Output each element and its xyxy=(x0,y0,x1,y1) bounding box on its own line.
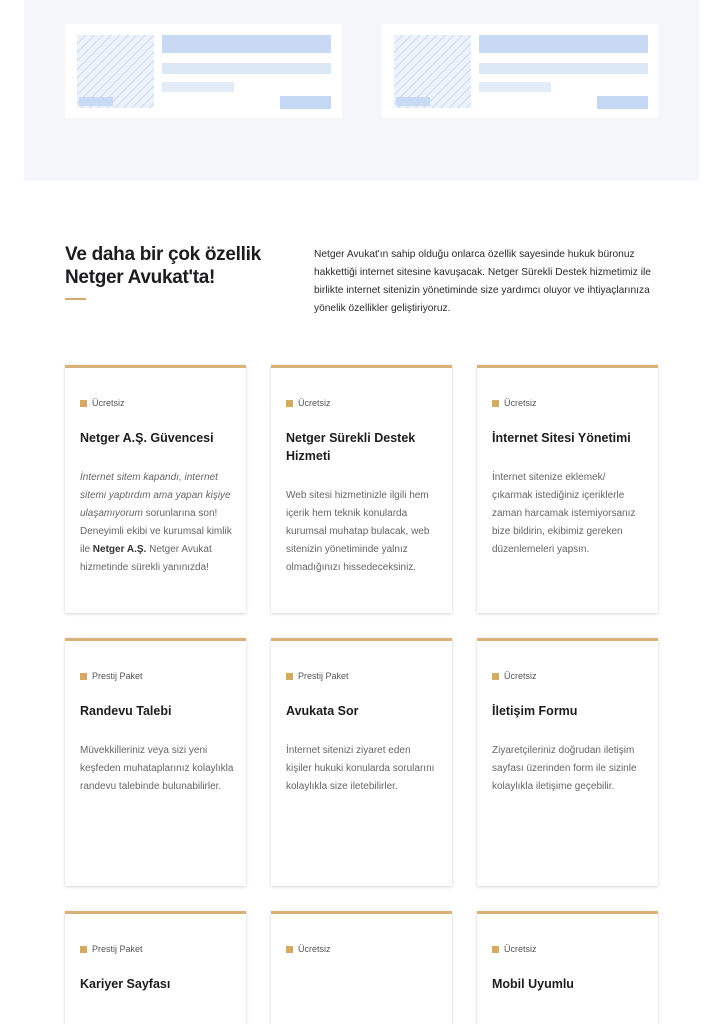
feature-badge xyxy=(492,397,537,409)
section-title: Ve daha bir çok özellik Netger Avukat'ta! xyxy=(65,244,261,288)
feature-card-destek xyxy=(271,365,452,613)
feature-title: İnternet Sitesi Yönetimi xyxy=(492,431,631,445)
feature-badge xyxy=(286,670,349,682)
feature-card-guvence xyxy=(65,365,246,613)
feature-description: İnternet sitenizi ziyaret eden kişiler hukuki konularda sorularını kolaylıkla size iletebilirler. xyxy=(286,745,435,792)
badge-label: Ücretsiz xyxy=(504,944,537,954)
feature-badge xyxy=(286,397,331,409)
title-accent-divider xyxy=(65,298,86,300)
feature-badge xyxy=(286,943,331,955)
mockup-title-line xyxy=(479,35,648,53)
feature-badge xyxy=(492,943,537,955)
mockup-card-right xyxy=(382,24,658,118)
feature-title: İletişim Formu xyxy=(492,704,578,718)
mockup-button-placeholder xyxy=(280,96,331,109)
feature-description: Web sitesi hizmetinizle ilgili hem içerik hem teknik konularda kurumsal muhatap bulacak, web sitenizin yönetiminde yalnız olmadığınızı hissedeceksiniz. xyxy=(286,490,430,573)
badge-label: Prestij Paket xyxy=(92,671,143,681)
mockup-thumb-caption xyxy=(79,97,113,106)
badge-label: Prestij Paket xyxy=(92,944,143,954)
feature-description: İnternet sitenize eklemek/çıkarmak istediğiniz içeriklerle zaman harcamak istemiyorsanız bize bildirin, ekibimiz gereken düzenlemeleri yapsın. xyxy=(492,472,636,555)
feature-badge xyxy=(492,670,537,682)
feature-title: Netger Sürekli Destek Hizmeti xyxy=(286,431,416,463)
badge-square-icon xyxy=(80,673,87,680)
feature-description: Müvekkilleriniz veya sizi yeni keşfeden muhataplarınız kolaylıkla randevu talebinde bulunabilirler. xyxy=(80,745,234,792)
feature-card-yonetim xyxy=(477,365,658,613)
feature-card-kariyer xyxy=(65,911,246,1024)
feature-badge xyxy=(80,397,125,409)
badge-square-icon xyxy=(286,673,293,680)
badge-label: Ücretsiz xyxy=(298,398,331,408)
badge-label: Ücretsiz xyxy=(504,398,537,408)
badge-square-icon xyxy=(80,946,87,953)
badge-square-icon xyxy=(80,400,87,407)
badge-square-icon xyxy=(492,673,499,680)
feature-description: Ziyaretçileriniz doğrudan iletişim sayfası üzerinden form ile sizinle kolaylıkla iletişime geçebilir. xyxy=(492,745,637,792)
feature-title: Avukata Sor xyxy=(286,704,359,718)
badge-label: Ücretsiz xyxy=(504,671,537,681)
mockup-text-line xyxy=(162,63,331,74)
mockup-card-left xyxy=(65,24,342,118)
feature-card-iletisim xyxy=(477,638,658,886)
feature-card-avukata-sor xyxy=(271,638,452,886)
badge-label: Ücretsiz xyxy=(92,398,125,408)
description-text: sorunlarına son! Deneyimli ekibi ve kurumsal kimlik ile xyxy=(80,508,232,555)
feature-card-mobil xyxy=(477,911,658,1024)
description-bold: Netger A.Ş. xyxy=(92,544,147,555)
description-text-end: Netger Avukat hizmetinde sürekli yanınızda! xyxy=(80,544,212,573)
mockup-image-placeholder xyxy=(77,35,154,108)
mockup-text-line xyxy=(479,63,648,74)
badge-square-icon xyxy=(286,946,293,953)
badge-square-icon xyxy=(492,946,499,953)
feature-card-middle xyxy=(271,911,452,1024)
feature-title: Mobil Uyumlu xyxy=(492,977,574,991)
mockup-text-line-short xyxy=(479,82,551,92)
feature-card-randevu xyxy=(65,638,246,886)
feature-description xyxy=(80,469,235,577)
badge-square-icon xyxy=(286,400,293,407)
badge-label: Prestij Paket xyxy=(298,671,349,681)
feature-badge xyxy=(80,943,143,955)
badge-square-icon xyxy=(492,400,499,407)
feature-title: Randevu Talebi xyxy=(80,704,172,718)
mockup-text-line-short xyxy=(162,82,234,92)
mockup-thumb-caption xyxy=(396,97,430,106)
badge-label: Ücretsiz xyxy=(298,944,331,954)
feature-badge xyxy=(80,670,143,682)
mockup-image-placeholder xyxy=(394,35,471,108)
feature-title: Netger A.Ş. Güvencesi xyxy=(80,431,214,445)
feature-title: Kariyer Sayfası xyxy=(80,977,171,991)
mockup-button-placeholder xyxy=(597,96,648,109)
mockup-title-line xyxy=(162,35,331,53)
description-italic: İnternet sitem kapandı, internet sitemi yaptırdım ama yapan kişiye ulaşamıyorum xyxy=(80,472,231,519)
section-description: Netger Avukat'ın sahip olduğu onlarca özellik sayesinde hukuk büronuz hakkettiği internet sitesine kavuşacak. Netger Sürekli Destek hizmetimiz ile birlikte internet sitenizin yönetiminde size yardımcı oluyor ve ihtiyaçlarınıza yönelik özellikler geliştiriyoruz. xyxy=(314,249,651,314)
